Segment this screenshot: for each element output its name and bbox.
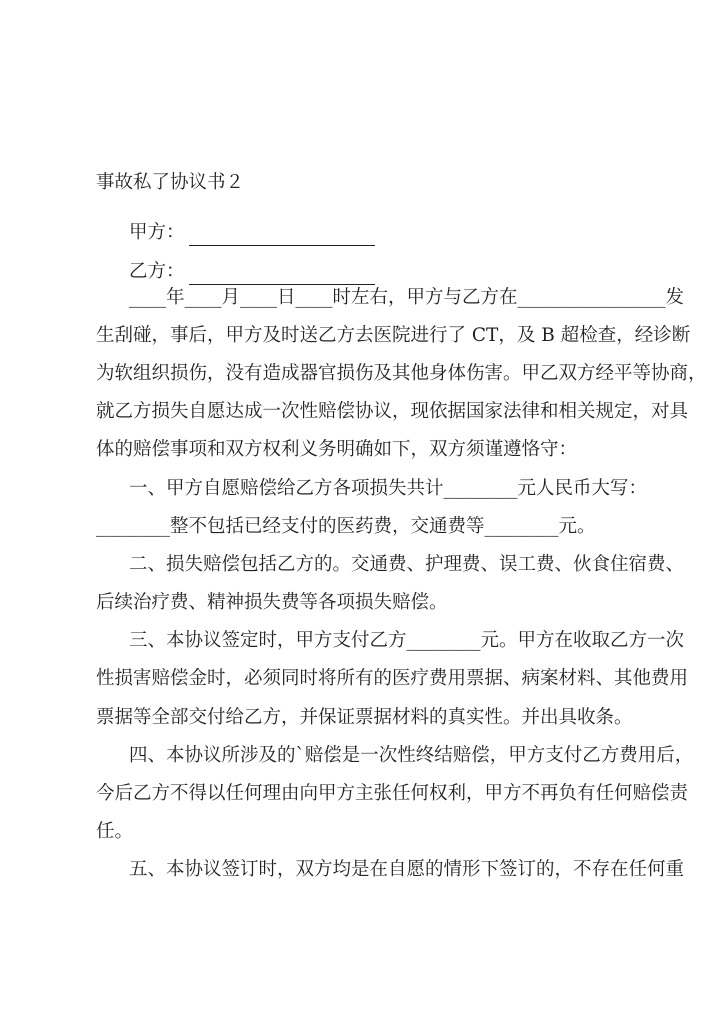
paragraph <box>96 857 685 895</box>
paragraph-line: 一、甲方自愿赔偿给乙方各项损失共计________元人民币大写： <box>129 477 648 499</box>
paragraph <box>96 285 707 476</box>
paragraph-line: 五、本协议签订时，双方均是在自愿的情形下签订的，不存在任何重 <box>129 859 685 881</box>
document-body <box>96 170 707 896</box>
party-a-label: 甲方： <box>129 222 185 244</box>
party-b-label: 乙方： <box>129 260 185 282</box>
paragraph-line: 三、本协议签定时，甲方支付乙方________元。甲方在收取乙方一次 <box>129 630 685 652</box>
paragraph-line: 今后乙方不得以任何理由向甲方主张任何权利，甲方不再负有任何赔偿责 <box>96 783 689 804</box>
party-a-field <box>96 208 626 246</box>
paragraph-line: 生刮碰，事后，甲方及时送乙方去医院进行了 CT，及 B 超检查，经诊断 <box>96 324 691 346</box>
paragraph-line: 就乙方损失自愿达成一次性赔偿协议，现依据国家法律和相关规定，对具 <box>96 401 689 423</box>
paragraph-line: 后续治疗费、精神损失费等各项损失赔偿。 <box>96 592 448 614</box>
paragraph-line: 性损害赔偿金时，必须同时将所有的医疗费用票据、病案材料、其他费用 <box>96 668 689 690</box>
paragraph-line: ____年____月____日____时左右，甲方与乙方在________________发 <box>129 286 685 308</box>
paragraph-line: 任。 <box>96 821 134 843</box>
paragraph <box>96 628 689 743</box>
paragraphs <box>96 285 707 896</box>
party-a-blank <box>189 225 375 246</box>
paragraph <box>96 743 694 858</box>
paragraph-line: 四、本协议所涉及的`赔偿是一次性终结赔偿，甲方支付乙方费用后， <box>129 744 694 766</box>
paragraph-line: 二、损失赔偿包括乙方的。交通费、护理费、误工费、伙食住宿费、 <box>129 553 685 575</box>
paragraph-line: 票据等全部交付给乙方，并保证票据材料的真实性。并出具收条。 <box>96 706 633 728</box>
paragraph <box>96 476 648 552</box>
party-b-blank <box>189 264 375 285</box>
paragraph-line: ________整不包括已经支付的医药费，交通费等________元。 <box>96 515 596 537</box>
paragraph-line: 为软组织损伤，没有造成器官损伤及其他身体伤害。甲乙双方经平等协商， <box>96 362 707 384</box>
paragraph-line: 体的赔偿事项和双方权利义务明确如下，双方须谨遵恪守： <box>96 439 578 461</box>
party-b-field <box>96 246 626 284</box>
paragraph <box>96 552 685 628</box>
document-title: 事故私了协议书２ <box>96 172 245 193</box>
